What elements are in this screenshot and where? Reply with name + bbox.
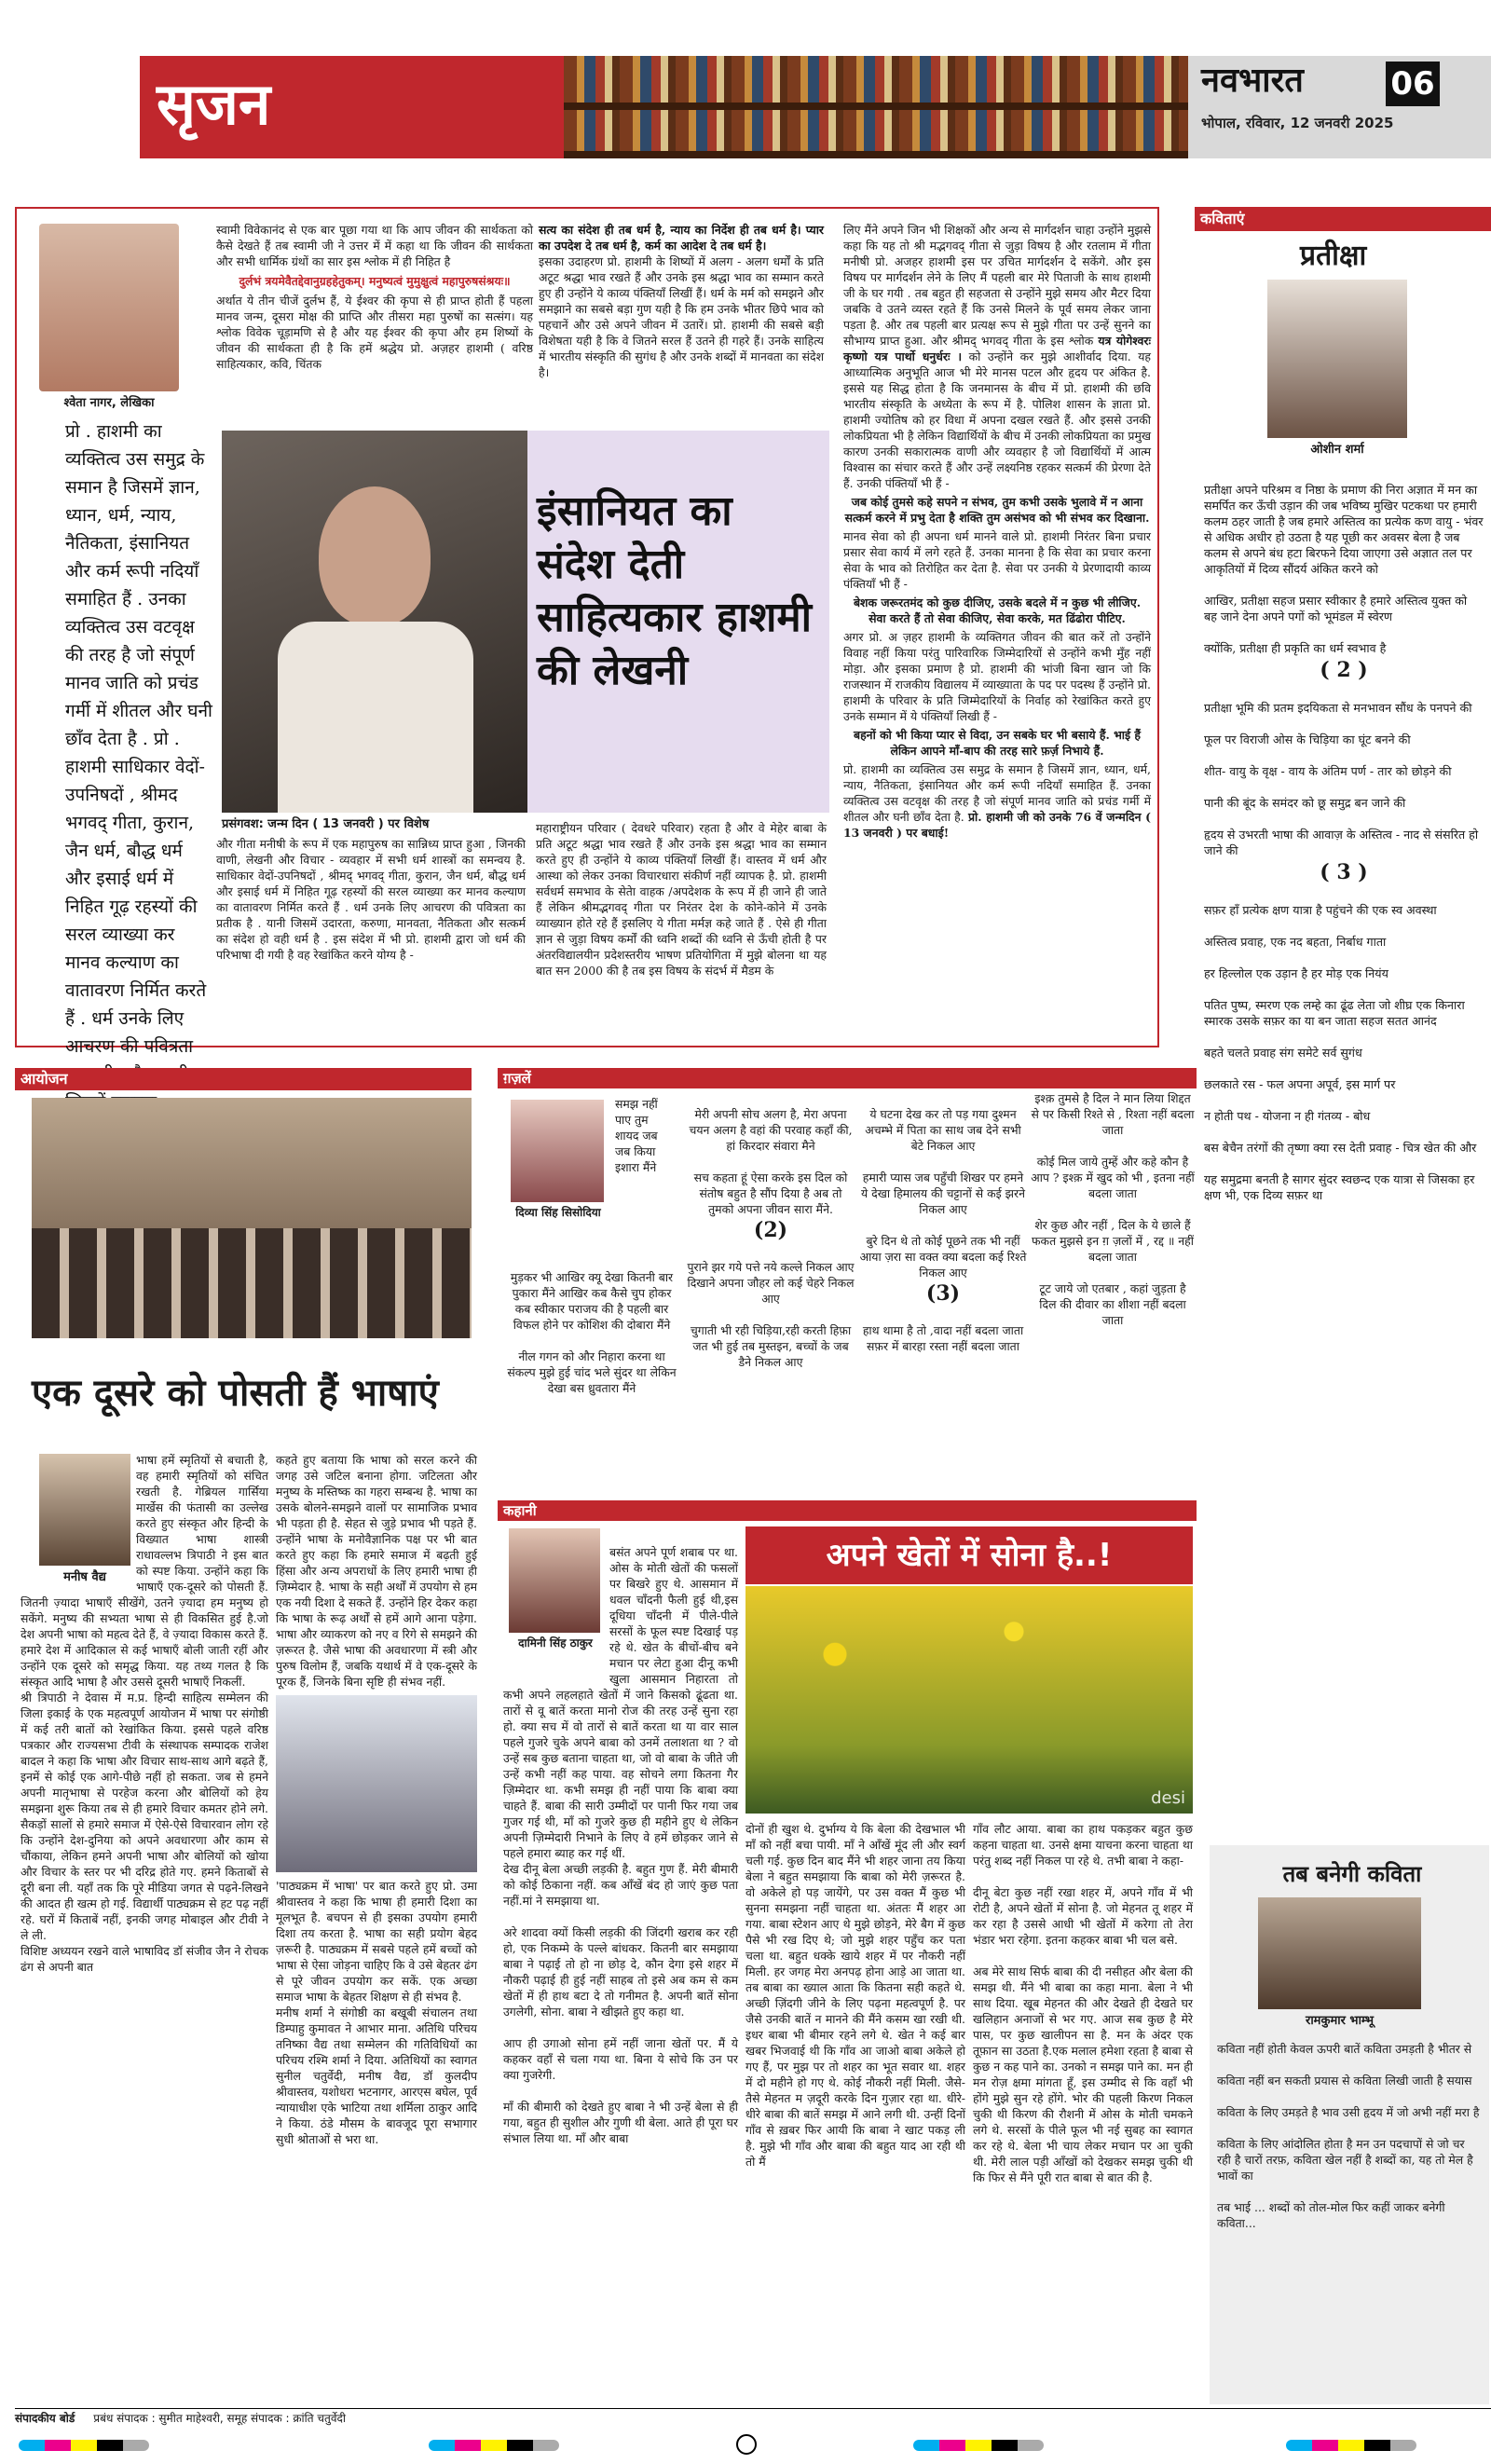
lead-intro: स्वामी विवेकानंद से एक बार पूछा गया था कि आप जीवन की सार्थकता को कैसे देखते हैं तब स्वामी जी ने उत्तर में में कहा था कि जीवन की सार्थकता और सभी धार्मिक ग्रंथों का सार इस श्लोक में ही निहित है दुर्लभं त्रयमेवैतद्देवानुग्रहहेतुकम्। मनुष्यत्वं मुमुक्षुत्वं महापुरुषसंश्रयः॥ अर्थात ये तीन चीजें दुर्लभ हैं, ये ईश्वर की कृपा से ही प्राप्त होती हैं पहला मानव जन्म, दूसरा मोक्ष की प्राप्ति और तीसरा महा पुरुषों का सत्संग। यह श्लोक विवेक चूड़ामणि से है और यह ईश्वर की कृपा और हम शिष्यों के जीवन की सार्थकता ही है कि हमें श्रद्धेय प्रो. अज़हर हाशमी ( वरिष्ठ साहित्यकार, कवि, चिंतक <box>216 223 533 371</box>
ghazal-c3: ये घटना देख कर तो पड़ गया दुश्मन अचम्भे में पिता का साथ जब देने सभी बेटे निकल आए हमारी प्यास जब पहुँची शिखर पर हमने ये देखा हिमालय की चट्टानों से कई झरने निकल आए बुरे दिन थे तो कोई पूछने तक भी नहीं आया ज़रा सा वक्त क्या बदला कई रिश्ते निकल आए (3) हाथ थामा है तो ,वादा नहीं बदला जाता सफ़र में बारहा रस्ता नहीं बदला जाता <box>859 1107 1027 1353</box>
photo-watermark: desi <box>1151 1788 1185 1808</box>
lead-col2c: महाराष्ट्रीयन परिवार ( देवधरे परिवार) रहता है और वे मेहेर बाबा के प्रति अटूट श्रद्धा भाव रखते हैं और उनके इस श्रद्धा भाव का सम्मान करते हुए ही उन्होंने ये काव्य पंक्तियाँ लिखीं हैं। वास्तव में धर्म और आस्था को लेकर उनका विचारधारा संकीर्ण नहीं व्यापक है. प्रो. हाशमी सर्वधर्म समभाव के सेतेा वाहक /अपदेशक के रूप में ही जाने ही जाते हैं लेकिन श्रीमद्भगवद् गीता पर निरंतर देश के कोने-कोने में उनके व्याख्यान होते रहे हैं इसलिए ये गीता मर्मज्ञ कहे जाते हैं . ऐसे ही गीता ज्ञान से जुड़ा विषय कर्मों की ध्वनि शब्दों की ध्वनि से ऊँची होती है पर अंतरविद्यालयीन प्रदेशस्तरीय भाषण प्रतियोगिता में मुझे बोलना था यह बात सन 2000 की है तब इस विषय के संदर्भ में मैडम के <box>536 821 827 978</box>
author-caption: श्वेता नागर, लेखिका <box>63 396 155 410</box>
author-photo-shweta <box>39 224 179 391</box>
verse-1: जब कोई तुमसे कहे सपने न संभव, तुम कभी उसके भुलावे में न आना सत्कर्म करने में प्रभु देता है शक्ति तुम असंभव को भी संभव कर दिखाना. <box>844 495 1150 525</box>
poems-label: कविताएं <box>1195 207 1491 231</box>
lead-col1b: और गीता मनीषी के रूप में एक महापुरुष का सान्निध्य प्राप्त हुआ , जिनकी वाणी, लेखनी और विचार - व्यवहार में सभी धर्म शास्त्रों का समन्वय है. साधिकार वेदों-उपनिषदों , श्रीमद् भगवद् गीता, कुरान, जैन धर्म, बौद्ध धर्म और इसाई धर्म में निहित गूढ़ रहस्यों की सरल व्याख्या कर मानव कल्याण का वातावरण निर्मित करते हैं . धर्म उनके लिए आचरण की पवित्रता का प्रतीक है . यानी जिसमें उदारता, करुणा, मानवता, नैतिकता और सत्कर्म का संदेश हो वही धर्म है . इस संदेश में भी प्रो. हाशमी द्वारा जो धर्म की परिभाषा दी गयी है वह रेखांकित करने योग्य है - <box>216 837 526 962</box>
story-c2: दोनों ही खुश थे. दुर्भाग्य ये कि बेला की देखभाल भी माँ को नहीं बचा पायी. माँ ने आँखें मूंद ली और स्वर्ग चली गई. कुछ दिन बाद मैंने भी शहर जाना तय किया बेला ने बहुत समझाया कि बाबा को मेरी ज़रूरत है. वो अकेले हो पड़ जायेंगे, पर उस वक्त मैं कुछ भी सुनना समझना नहीं चाहता था. अंततः मैं शहर आ गया. बाबा स्टेशन आए थे मुझे छोड़ने, मेरे बैग में कुछ पैसे भी रख दिए थे; जो मुझे शहर पहुँच कर पता चला था. बहुत धक्के खाये शहर में पर नौकरी नहीं मिली. हर जगह मेरा अनपढ़ होना आड़े आ जाता था. तब बाबा का ख्याल आता कि कितना सही कहते थे. अच्छी ज़िंदगी जीने के लिए पढ़ना महत्वपूर्ण है. पर जैसे उनकी बातें न मानने की मैंने कसम खा रखी थी. इधर बाबा भी बीमार रहने लगे थे. खेत ने कई बार खबर भिजवाई थी कि गाँव आ जाओ बाबा अकेले हो गए हैं, पर मुझ पर तो शहर का भूत सवार था. शहर में दो महीने हो गए थे. कोई नौकरी नहीं मिली. जैसे-तैसे मेहनत म ज़दूरी करके दिन गुज़ार रहा था. धीरे-धीरे बाबा की बातें समझ में आने लगी थी. उन्हीं दिनों गाँव से ख़बर फिर आयी कि बाबा ने खाट पकड़ ली है. मुझे भी गाँव और बाबा की बहुत याद आ रही थी तो मैं <box>746 1822 965 2169</box>
ghazal-author: दिव्या सिंह सिसोदिया <box>515 1206 601 1219</box>
birthday-wish: प्रो. हाशमी जी को उनके 76 वें जन्मदिन ( 13 जनवरी ) पर बधाई! <box>843 810 1151 840</box>
section-banner <box>140 56 564 158</box>
verse-3: बहनों को भी किया प्यार से विदा, उन सबके घर भी बसाये हैं. भाई हैं लेकिन आपने माँ-बाप की तरह सारे फ़र्ज़ निभाये हैं. <box>854 728 1141 758</box>
footer-line: प्रबंध संपादक : सुमीत माहेश्वरी, समूह संपादक : क्रांति चतुर्वेदी <box>93 2412 347 2425</box>
story-author: दामिनी सिंह ठाकुर <box>518 1636 593 1650</box>
footer-bar <box>15 2408 1491 2427</box>
crosshair-icon <box>736 2434 757 2455</box>
ghazal-label: ग़ज़लें <box>498 1068 1197 1088</box>
footer-board: संपादकीय बोर्ड <box>15 2412 75 2425</box>
tab-author: रामकुमार भाम्भू <box>1306 2014 1374 2028</box>
hashmi-photo <box>222 431 527 813</box>
mustard-field-photo <box>746 1586 1193 1814</box>
bookshelf-banner <box>564 56 1188 158</box>
author-photo-divya <box>511 1100 604 1202</box>
ghazal-c1: मुड़कर भी आखिर क्यू देखा कितनी बार पुकारा मैंने आखिर कब कैसे चुप होकर कब स्वीकार पराजय की है पहली बार विफल होने पर कोशिश की दोबारा मैंने नील गगन को और निहारा करना था संकल्प मुझे हुई चांद भले सुंदर था लेकिन देखा बस ध्रुवतारा मैंने <box>507 1270 677 1395</box>
story-headline: अपने खेतों में सोना है..! <box>746 1526 1193 1584</box>
poem-body: प्रतीक्षा अपने परिश्रम व निष्ठा के प्रमाण की निरा अज्ञात में मन का समर्पित कर ऊँची उड़ान की जब भविष्य मुखिर पटकथा पर हमारी कलम ठहर जाती है जब हमारे अस्तित्व का प्रत्येक कण वायु - भंवर से अधिक अधीर हो उठता है यह पूछी कर अवसर बेला है जब कलम से अपने बंध हटा बिरफने दिया जाएगा उसे अज्ञात तल पर आकृतियों में दिव्य सौंदर्य अंकित करने को आखिर, प्रतीक्षा सहज प्रसार स्वीकार है हमारे अस्तित्व युक्त को बह जाने देना अपने पगों को भूमंडल में स्वेरण क्योंकि, प्रतीक्षा ही प्रकृति का धर्म स्वभाव है ( 2 ) प्रतीक्षा भूमि की प्रतम इदयिकता से मनभावन सौंध के पनपने की फूल पर विराजी ओस के चिड़िया का घूंट बनने की शीत- वायु के वृक्ष - वाय के अंतिम पर्ण - तार को छोड़ने की पानी की बूंद के समंदर को छू समुद्र बन जाने की हृदय से उभरती भाषा की आवाज़ के अस्तित्व - नाद से संसरित हो जाने की ( 3 ) सफ़र हाँ प्रत्येक क्षण यात्रा है पहुंचने की एक स्व अवस्था अस्तित्व प्रवाह, एक नद बहता, निर्बाध गाता हर हिल्लोल एक उड़ान है हर मोड़ एक नियंय पतित पुष्प, स्मरण एक लम्हे का ढूंढ लेता जो शीघ्र एक किनारा स्मारक उसके सफ़र का या बन जाता सहज सतत आनंद बहते चलते प्रवाह संग समेटे सर्व सुगंध छलकाते रस - फल अपना अपूर्व, इस मार्ग पर न होती पथ - योजना न ही गंतव्य - बोध बस बेचैन तरंगों की तृष्णा क्या रस देती प्रवाह - चित्र खेत की और यह समुद्रमा बनती है सागर सुंदर स्वछन्द एक यात्रा से जिसका हर क्षण भी, एक दिव्य सफ़र था <box>1204 483 1484 1202</box>
paper-box <box>1188 56 1491 158</box>
event-photo-2 <box>276 1695 477 1872</box>
tab-title: तब बनेगी कविता <box>1282 1861 1422 1887</box>
photo-caption: प्रसंगवश: जन्म दिन ( 13 जनवरी ) पर विशेष <box>222 817 430 831</box>
lead-col3: लिए मैंने अपने जिन भी शिक्षकों और अन्य से मार्गदर्शन चाहा उन्होंने मुझसे कहा कि यह तो श्री मद्भगवद् गीता से जुड़ा विषय है और रतलाम में गीता मनीषी प्रो. अजहर हाशमी इस पर उचित मार्गदर्शन दे सकेंगे. और इस विषय पर मार्गदर्शन लेने के लिए मैं पहली बार मेरे पिताजी के साथ हाशमी जी के घर गयी . तब बहुत ही सहजता से उन्होंने मुझे समय और मैटर दिया जबकि वे उतने व्यस्त रहते हैं कि उनसे मिलने के पूर्व समय लेकर जाना पड़ता है. और तब पहली बार प्रत्यक्ष रूप से मुझे गीता पर उन्हें सुनने का सौभाग्य प्राप्त हुआ. और श्रीमद् भगवद् गीता के इस श्लोक यत्र योगेश्वरः कृष्णो यत्र पार्थो धनुर्धरः । को उन्होंने कर मुझे आशीर्वाद दिया. यह आध्यात्मिक अनुभूति आज भी मेरे मानस पटल और हृदय पर अंकित है. इससे यह सिद्ध होता है कि जनमानस के बीच में प्रो. हाशमी की छवि भारतीय संस्कृति के अध्येता के रूप में है. पोलिश शासन के ज्ञाता प्रो. हाशमी ज्योतिष को हर विधा में अपना दखल रखते हैं. और इससे उनकी लोकप्रियता भी है लेकिन विद्यार्थियों के बीच में उनकी लोकप्रियता का प्रमुख कारण उनकी सकारात्मक वाणी और व्यवहार है जो विद्यार्थियों में आत्म विश्वास का संचार करते हैं और उन्हें लक्ष्यनिष्ठ रहकर सत्कर्म की प्रेरणा देते हैं. उनकी पंक्तियाँ भी हैं - जब कोई तुमसे कहे सपने न संभव, तुम कभी उसके भुलावे में न आना सत्कर्म करने में प्रभु देता है शक्ति तुम असंभव को भी संभव कर दिखाना. मानव सेवा को ही अपना धर्म मानने वाले प्रो. हाशमी निरंतर बिना प्रचार प्रसार सेवा कार्य में लगे रहते हैं. उनका मानना है कि सेवा का प्रचार करना सेवा के भाव को तिरोहित कर देता है. सेवा पर उनकी ये प्रेरणादायी काव्य पंक्तियाँ भी हैं - बेशक जरूरतमंद को कुछ दीजिए, उसके बदले में न कुछ भी लीजिए. सेवा करते हैं तो सेवा कीजिए, सेवा करके, मत ढिंढोरा पीटिए. अगर प्रो. अ ज़हर हाशमी के व्यक्तिगत जीवन की बात करें तो उन्होंने विवाह नहीं किया परंतु पारिवारिक जिम्मेदारियों से उन्होंने कभी मुँह नहीं मोड़ा. और इसका प्रमाण है प्रो. हाशमी की भांजी बिना खान जो कि राजस्थान में राजकीय विद्यालय में व्याख्याता के पद पर पदस्थ हैं उन्होंने प्रो. हाशमी के परिवार के प्रति जिम्मेदारियों के निर्वाह को रेखांकित करते हुए उनके सम्मान में ये पंक्तियाँ लिखी हैं - बहनों को भी किया प्यार से विदा, उन सबके घर भी बसाये हैं. भाई हैं लेकिन आपने माँ-बाप की तरह सारे फ़र्ज़ निभाये हैं. प्रो. हाशमी का व्यक्तित्व उस समुद्र के समान है जिसमें ज्ञान, ध्यान, धर्म, न्याय, नैतिकता, इंसानियत और कर्म रूपी नदियाँ समाहित हैं. उनका व्यक्तित्व उस वटवृक्ष की तरह है जो संपूर्ण मानव जाति को प्रचंड गर्मी में शीतल और घनी छाँव देता है. प्रो. हाशमी जी को उनके 76 वें जन्मदिन ( 13 जनवरी ) पर बधाई! <box>843 223 1151 840</box>
section-title: सृजन <box>157 70 271 138</box>
page-number: 06 <box>1386 62 1440 106</box>
author-photo-oshin <box>1267 280 1407 438</box>
ghazal-c2: मेरी अपनी सोच अलग है, मेरा अपना चयन अलग है वहां की परवाह कहाँ की, हां किरदार संवारा मैने सच कहता हूं ऐसा करके इस दिल को संतोष बहुत है सौंप दिया है अब तो तुमको अपना जीवन सारा मैंने. (2) पुराने झर गये पत्ते नये कल्ले निकल आए दिखाने अपना जौहर लो कई चेहरे निकल आए चुगाती भी रही चिड़िया,रही करती हिफ़ा जत भी हुई तब मुस्तइन, बच्चों के जब डैने निकल आए <box>687 1107 855 1369</box>
poem-title: प्रतीक्षा <box>1300 240 1367 272</box>
story-c3: गाँव लौट आया. बाबा का हाथ पकड़कर बहुत कुछ कहना चाहता था. उनसे क्षमा याचना करना चाहता था परंतु शब्द नहीं निकल पा रहे थे. तभी बाबा ने कहा- दीनू बेटा कुछ नहीं रखा शहर में, अपने गाँव में भी रोटी है, अपने खेतों में सोना है. जो मेहनत तू शहर में कर रहा है उससे आधी भी खेतों में करेगा तो तेरा भंडार भरा रहेगा. इतना कहकर बाबा भी चल बसे. अब मेरे साथ सिर्फ बाबा की दी नसीहत और बेला की समझ थी. मैंने भी बाबा का कहा माना. बेला ने भी साथ दिया. खूब मेहनत की और देखते ही देखते घर खलिहान अनाजों से भर गए. आज सब कुछ है मेरे पास, पर कुछ खालीपन सा है. मन के अंदर एक तूफ़ान सा उठता है.एक मलाल हमेशा रहता है बाबा से कुछ न कह पाने का. उनको न समझ पाने का. मन ही मन रोज़ क्षमा मांगता हूँ, इस उम्मीद से कि वहाँ भी होंगे मुझे सुन रहे होंगे. भोर की पहली किरण निकल चुकी थी किरण की रौशनी में ओस के मोती चमकने लगे थे. सरसों के पीले फूल भी नई सुबह का स्वागत कर रहे थे. बेला भी चाय लेकर मचान पर आ चुकी थी. मेरी लाल पड़ी आँखों को देखकर समझ चुकी थी कि फिर से मैंने पूरी रात बाबा से बात की है. <box>973 1822 1193 2184</box>
event-colB: कहते हुए बताया कि भाषा को सरल करने की जगह उसे जटिल बनाना होगा. जटिलता और मनुष्य के मस्तिष्क का गहरा सम्बन्ध है. भाषा का उसके बोलने-समझने वालों पर सामाजिक प्रभाव भी पड़ता ही है. सेहत से जुड़े प्रभाव भी पड़ते हैं. उन्होंने भाषा के मनोवैज्ञानिक पक्ष पर भी बात करते हुए कहा कि हमारे समाज में बढ़ती हुई हिंसा और अन्य अपराधों के लिए हमारी भाषा ही ज़िम्मेदार है. भाषा के सही अर्थों में उपयोग से हम एक नयी दिशा दे सकते हैं. उन्होंने हिर देकर कहा कि भाषा के रूढ़ अर्थों से हमें आगे आना पड़ेगा. भाषा और व्याकरण को नए व रिगे से समझने की ज़रूरत है. जैसे भाषा की अवधारणा में स्त्री और पुरुष विलोम हैं, जबकि यथार्थ में वे एक-दूसरे के पूरक हैं, जिनके बिना सृष्टि ही संभव नहीं. 'पाठ्यक्रम में भाषा' पर बात करते हुए प्रो. उमा श्रीवास्तव ने कहा कि भाषा ही हमारी दिशा का मूलभूत है. बचपन से ही इसका उपयोग हमारी दिशा तय करता है. भाषा का सही प्रयोग बेहद ज़रूरी है. पाठ्यक्रम में सबसे पहले हमें बच्चों को भाषा से ऐसा जोड़ना चाहिए कि वे उसे बेहतर ढंग से पूरे जीवन उपयोग कर सकें. एक अच्छा समाज भाषा के बेहतर शिक्षण से ही संभव है. मनीष शर्मा ने संगोष्ठी का बखूबी संचालन तथा डिम्पाहु कुमावत ने आभार माना. अतिथि परिचय तनिष्का वैद्य तथा सम्मेलन की गतिविधियों का परिचय रश्मि शर्मा ने दिया. अतिथियों का स्वागत सुनील चतुर्वेदी, मनीष वैद्य, डॉ कुलदीप श्रीवास्तव, यशोधरा भटनागर, आरएस बघेल, पूर्व न्यायाधीश एके भाटिया तथा शर्मिला ठाकुर आदि ने किया. ठंडे मौसम के बावजूद पूरा सभागार सुधी श्रोताओं से भरा था. <box>276 1453 477 2146</box>
verse-2: बेशक जरूरतमंद को कुछ दीजिए, उसके बदले में न कुछ भी लीजिए. सेवा करते हैं तो सेवा कीजिए, सेवा करके, मत ढिंढोरा पीटिए. <box>853 595 1142 625</box>
headline-panel <box>527 431 829 813</box>
event-photo <box>32 1098 472 1338</box>
ghazal-intro: समझ नहीं पाए तुम शायद जब जब किया इशारा मैंने <box>615 1097 658 1174</box>
masthead <box>0 56 1491 158</box>
lead-headline: इंसानियत का संदेश देती साहित्यकार हाशमी की लेखनी <box>537 487 813 694</box>
lead-col2: सत्य का संदेश ही तब धर्म है, न्याय का निर्देश ही तब धर्म है। प्यार का उपदेश दे तब धर्म है, कर्म का आदेश दे तब धर्म है। इसका उदाहरण प्रो. हाशमी के शिष्यों में अलग - अलग धर्मों के प्रति अटूट श्रद्धा भाव रखते हैं और उनके इस श्रद्धा भाव का सम्मान करते हुए ही उन्होंने ये काव्य पंक्तियाँ लिखीं हैं। धर्म के मर्म को समझने और समझाने का सबसे बड़ा गुण यही है कि हम उनके भीतर छिपे भाव को पहचानें और उसे अपने जीवन में उतारें। प्रो. हाशमी की सबसे बड़ी विशेषता यही है कि वे जितने सरल हैं उतने ही गहरे हैं। उनके साहित्य में भारतीय संस्कृति की सुगंध है और उनके शब्दों में मानवता का संदेश है। <box>539 223 824 379</box>
yoga-shloka: यत्र योगेश्वरः कृष्णो यत्र पार्थो धनुर्धरः । <box>843 334 1151 363</box>
event-author: मनीष वैद्य <box>63 1570 106 1584</box>
event-headline: एक दूसरे को पोसती हैं भाषाएं <box>32 1372 439 1415</box>
event-colA: भाषा हमें स्मृतियों से बचाती है, वह हमारी स्मृतियों को संचित रखती है. गेब्रियल गार्सिया मार्खेस की फंतासी का उल्लेख करते हुए संस्कृत और हिन्दी के विख्यात भाषा शास्त्री राधावल्लभ त्रिपाठी ने इस बात को स्पष्ट किया. उन्होंने कहा कि भाषाएँ एक-दूसरे को पोसती हैं. जितनी ज़्यादा भाषाएँ सीखेंगे, उतने ज़्यादा हम मनुष्य हो सकेंगे. मनुष्य की सभ्यता भाषा से ही विकसित हुई है.जो देश अपनी भाषा को महत्व देते हैं, वे ज़्यादा विकास करते हैं. हमारे देश में आदिकाल से कई भाषाएँ बोली जाती रहीं और उन्होंने एक दूसरे को समृद्ध किया. यह तथ्य गलत है कि संस्कृत आदि भाषा है और उससे दूसरी भाषाएँ निकलीं. श्री त्रिपाठी ने देवास में म.प्र. हिन्दी साहित्य सम्मेलन की जिला इकाई के एक महत्वपूर्ण आयोजन में भाषा पर संगोष्ठी में कई तरी बातों को रेखांकित किया. इससे पहले वरिष्ठ पत्रकार और राज्यसभा टीवी के संस्थापक सम्पादक राजेश बादल ने कहा कि भाषा और विचार साथ-साथ आगे बढ़ते हैं, इनमें से कोई एक आगे-पीछे नहीं हो सकता. जब से हमने अपनी मातृभाषा से परहेज करना और बोलियों को हेय समझना शुरू किया तब से ही हमारे विचार कमतर होने लगे. सैकड़ों सालों से हमारे समाज में ऐसे-ऐसे विचारवान लोग रहे कि उन्होंने देश-दुनिया को अपने अवधारणा और काम से चौंकाया, लेकिन हमने अपनी भाषा और बोलियों को खोया और विचार के स्तर पर भी दरिद्र होते गए. हमने किताबों से दूरी बना ली. यहाँ तक कि पूरे मीडिया जगत से पढ़ने-लिखने की आदत ही खत्म हो गई. विद्यार्थी पाठ्यक्रम से हट पढ़ नहीं रहे. घरों में किताबें नहीं, इनकी जगह मोबाइल और टीवी ने ले ली. विशिष्ट अध्ययन रखने वाले भाषाविद डॉ संजीव जैन ने रोचक ढंग से अपनी बात <box>21 1453 268 1974</box>
author-photo-ramkumar <box>1258 1897 1421 2009</box>
story-label: कहानी <box>498 1500 1197 1521</box>
tab-body: कविता नहीं होती केवल ऊपरी बातें कविता उमड़ती है भीतर से कविता नहीं बन सकती प्रयास से कविता लिखी जाती है सयास कविता के लिए उमड़ते है भाव उसी हृदय में जो अभी नहीं मरा है कविता के लिए आंदोलित होता है मन उन पदचापों से जो चर रही है चारों तरफ़, कविता खेल नहीं है शब्दों का, यह तो मेल है भावों का तब भाई ... शब्दों को तोल-मोल फिर कहीं जाकर बनेगी कविता... <box>1217 2042 1480 2230</box>
shloka: दुर्लभं त्रयमेवैतद्देवानुग्रहहेतुकम्। मनुष्यत्वं मुमुक्षुत्वं महापुरुषसंश्रयः॥ <box>239 274 511 288</box>
event-label: आयोजन <box>15 1068 472 1090</box>
story-lead: बसंत अपने पूर्ण शबाब पर था. ओस के मोती खेतों की फसलों पर बिखरे हुए थे. आसमान में धवल चाँदनी फैली हुई थी,इस दूधिया चाँदनी में पीले-पीले सरसों के फूल स्पष्ट दिखाई पड़ रहे थे. खेत के बीचों-बीच बने मचान पर लेटा हुआ दीनू कभी खुला आसमान निहारता तो कभी अपने लहलहाते खेतों में जाने किसको ढूंढता था. तारों से वू बातें करता मानो रोज की तरह उन्हें सुना रहा हो. क्या सच में वो तारों से बातें करता था या वार साल पहले गुजरे चुके अपने बाबा को उनमें तलाशता था ? वो उन्हें सब कुछ बताना चाहता था, जो वो बाबा के जीते जी उन्हें कभी नहीं कह पाया. वह सोचने लगा कितना गैर ज़िम्मेदार था. कभी समझ ही नहीं पाया कि बाबा क्या चाहते हैं. बाबा की सारी उम्मीदों पर पानी फिर गया जब गुजर गई थी, माँ को गुजरे कुछ ही महीने हुए थे लेकिन अपनी ज़िम्मेदारी निभाने के लिए वे हमें छोड़कर जाने से पहले हमारा ब्याह कर गई थीं. देख दीनू बेला अच्छी लड़की है. बहुत गुण हैं. मेरी बीमारी को कोई ठिकाना नहीं. कब आँखें बंद हो जाएं कुछ पता नहीं.मां ने समझाया था. अरे शादवा क्यों किसी लड़की की जिंदगी खराब कर रही हो, एक निकम्मे के पल्ले बांधकर. कितनी बार समझाया बाबा ने पढ़ाई तो हो ना छोड़ दे, कौन देगा इसे शहर में नौकरी पढ़ाई ही हुई नहीं साहब तो इसे अब कम से कम खेतों में ही हाथ बटा दे तो गनीमत है. अपनी बातें सोना उगलेगी, सोना. बाबा ने खीझते हुए कहा था. आप ही उगाओ सोना हमें नहीं जाना खेतों पर. मैं ये कहकर वहाँ से चला गया था. बिना ये सोचे कि उन पर क्या गुजरेगी. माँ की बीमारी को देखते हुए बाबा ने भी उन्हें बेला से ही गया, बहुत ही सुशील और गुणी थी बेला. आते ही पूरा घर संभाल लिया था. माँ और बाबा <box>503 1545 738 2145</box>
place-date: भोपाल, रविवार, 12 जनवरी 2025 <box>1201 115 1394 131</box>
registration-marks <box>0 2432 1491 2460</box>
paper-logo: नवभारत <box>1201 62 1304 100</box>
pull-quote: प्रो . हाशमी का व्यक्तित्व उस समुद्र के समान है जिसमें ज्ञान, ध्यान, धर्म, न्याय, नैतिकता, इंसानियत और कर्म रूपी नदियाँ समाहित हैं . उनका व्यक्तित्व उस वटवृक्ष की तरह है जो संपूर्ण मानव जाति को प्रचंड गर्मी में शीतल और घनी छाँव देता है . प्रो . हाशमी साधिकार वेदों- उपनिषदों , श्रीमद भगवद् गीता, कुरान, जैन धर्म, बौद्ध धर्म और इसाई धर्म में निहित गूढ़ रहस्यों की सरल व्याख्या कर मानव कल्याण का वातावरण निर्मित करते हैं . धर्म उनके लिए आचरण की पवित्रता <box>65 421 212 1057</box>
ghazal-c4: इश्क़ तुमसे है दिल ने मान लिया शिद्दत से पर किसी रिश्ते से , रिश्ता नहीं बदला जाता कोई मिल जाये तुम्हें और कहे कौन है आप ? इश्क़ में खुद को भी , इतना नहीं बदला जाता शेर कुछ और नहीं , दिल के ये छाले हैं फकत मुझसे इन ग़ ज़लों में , रद्द ॥ नहीं बदला जाता टूट जाये जो एतबार , कहां जुड़ता है दिल की दीवार का शीशा नहीं बदला जाता <box>1031 1091 1195 1327</box>
poem-author: ओशीन शर्मा <box>1310 443 1364 457</box>
